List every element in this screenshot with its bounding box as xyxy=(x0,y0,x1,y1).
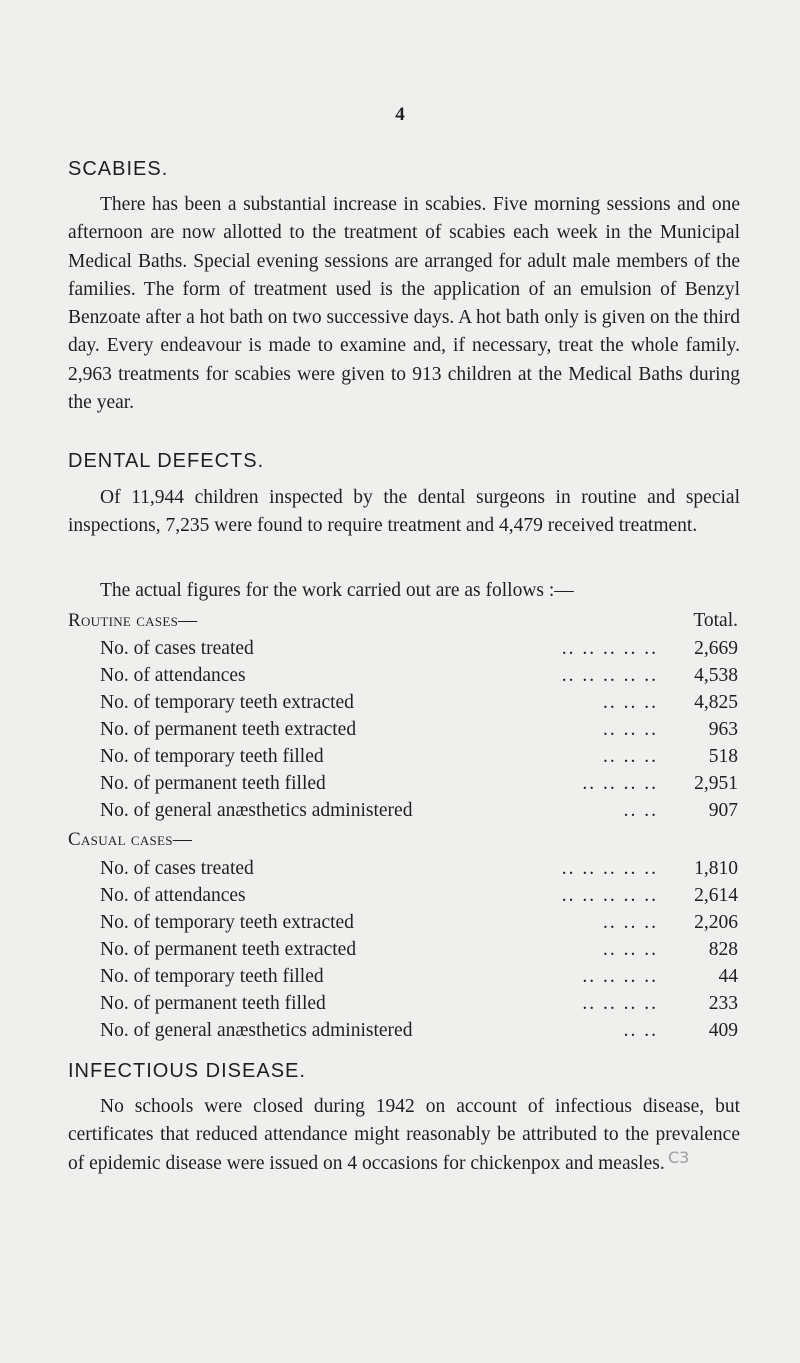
leader-dots: .. .. .. .. xyxy=(582,993,658,1014)
scabies-paragraph-text: There has been a substantial increase in scabies. Five morning sessions and one afternoon are now allotted to the treatment of scabies each week in the Municipal Medical Baths. Special evening sessions are arranged for adult male members of the families. The form of treatment used is the application of an emulsion of Benzyl Benzoate after a hot bath on two successive days. A hot bath only is given on the third day. Every endeavour is made to examine and, if necessary, treat the whole family. 2,963 treatments for scabies were given to 913 children at the Medical Baths during the year. xyxy=(68,194,740,414)
leader-dots: .. .. .. .. .. xyxy=(561,638,658,659)
leader-dots: .. .. .. .. .. xyxy=(561,885,658,906)
row-label: No. of permanent teeth filled xyxy=(100,993,326,1014)
table-row xyxy=(100,800,738,828)
leader-dots: .. .. .. .. xyxy=(582,773,658,794)
table-row xyxy=(100,966,738,994)
row-value: 963 xyxy=(708,719,738,740)
row-label: No. of attendances xyxy=(100,665,246,686)
row-value: 907 xyxy=(708,800,738,821)
row-label: No. of temporary teeth filled xyxy=(100,746,324,767)
leader-dots: .. .. .. xyxy=(603,692,658,713)
table-row xyxy=(100,993,738,1021)
row-value: 2,951 xyxy=(694,773,738,794)
row-label: No. of attendances xyxy=(100,885,246,906)
row-value: 1,810 xyxy=(694,858,738,879)
dental-paragraph xyxy=(68,484,740,541)
casual-cases-label: Casual cases— xyxy=(68,829,193,850)
leader-dots: .. .. .. xyxy=(603,912,658,933)
dental-paragraph-text: Of 11,944 children inspected by the dental surgeons in routine and special inspections, 7,235 were found to require treatment and 4,479 received treatment. xyxy=(68,487,740,537)
table-row xyxy=(100,638,738,666)
row-label: No. of permanent teeth extracted xyxy=(100,719,357,740)
infectious-paragraph xyxy=(68,1093,740,1178)
table-row xyxy=(100,719,738,747)
infectious-paragraph-text: No schools were closed during 1942 on account of infectious disease, but certificates that reduced attendance might reasonably be attributed to the prevalence of epidemic disease were issued on 4 occasions for chickenpox and measles. xyxy=(68,1096,740,1174)
table-row xyxy=(100,1020,738,1048)
table-row xyxy=(100,773,738,801)
table-row xyxy=(100,858,738,886)
row-value: 2,206 xyxy=(694,912,738,933)
leader-dots: .. .. .. .. .. xyxy=(561,858,658,879)
leader-dots: .. .. xyxy=(623,800,658,821)
leader-dots: .. .. .. .. xyxy=(582,966,658,987)
row-label: No. of general anæsthetics administered xyxy=(100,800,413,821)
leader-dots: .. .. xyxy=(623,1020,658,1041)
row-label: No. of cases treated xyxy=(100,638,254,659)
row-label: No. of permanent teeth extracted xyxy=(100,939,357,960)
routine-cases-label: Routine cases— xyxy=(68,610,198,631)
infectious-heading: INFECTIOUS DISEASE. xyxy=(68,1060,306,1082)
row-value: 233 xyxy=(708,993,738,1014)
row-value: 828 xyxy=(708,939,738,960)
row-value: 518 xyxy=(708,746,738,767)
table-intro: The actual figures for the work carried out are as follows :— xyxy=(100,580,574,601)
table-row xyxy=(100,939,738,967)
table-row xyxy=(100,746,738,774)
leader-dots: .. .. .. xyxy=(603,719,658,740)
dental-heading: DENTAL DEFECTS. xyxy=(68,450,265,472)
footer-mark: C3 xyxy=(668,1148,690,1167)
total-header: Total. xyxy=(693,610,738,631)
table-row xyxy=(100,885,738,913)
page-number: 4 xyxy=(395,104,405,125)
leader-dots: .. .. .. xyxy=(603,939,658,960)
row-value: 2,669 xyxy=(694,638,738,659)
row-value: 4,538 xyxy=(694,665,738,686)
row-value: 409 xyxy=(708,1020,738,1041)
scabies-paragraph xyxy=(68,191,740,417)
table-row xyxy=(100,912,738,940)
scabies-heading: SCABIES. xyxy=(68,158,169,180)
row-label: No. of permanent teeth filled xyxy=(100,773,326,794)
row-value: 44 xyxy=(718,966,738,987)
table-row xyxy=(100,665,738,693)
row-value: 2,614 xyxy=(694,885,738,906)
row-value: 4,825 xyxy=(694,692,738,713)
row-label: No. of temporary teeth extracted xyxy=(100,692,354,713)
row-label: No. of temporary teeth filled xyxy=(100,966,324,987)
row-label: No. of cases treated xyxy=(100,858,254,879)
leader-dots: .. .. .. xyxy=(603,746,658,767)
leader-dots: .. .. .. .. .. xyxy=(561,665,658,686)
table-row xyxy=(100,692,738,720)
row-label: No. of general anæsthetics administered xyxy=(100,1020,413,1041)
row-label: No. of temporary teeth extracted xyxy=(100,912,354,933)
